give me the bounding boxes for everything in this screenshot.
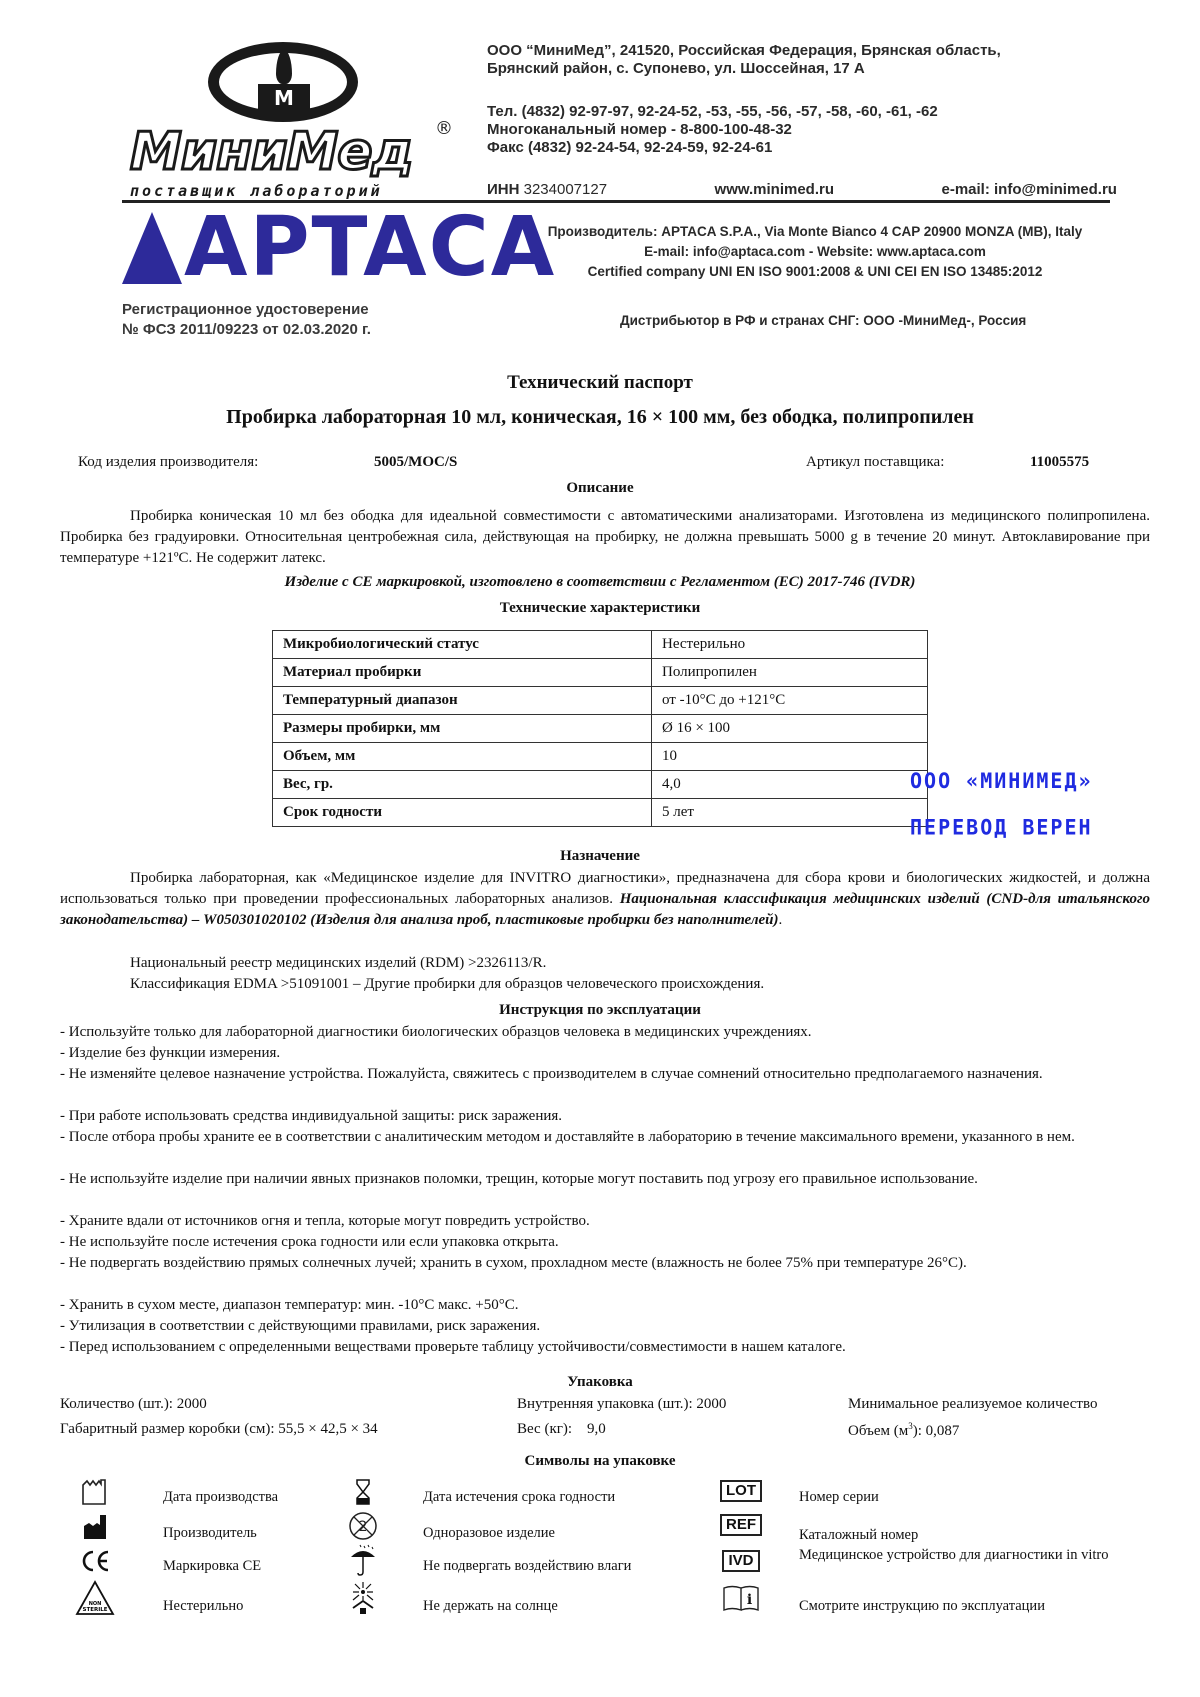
spec-value: 5 лет [652, 799, 928, 827]
company-contacts [487, 181, 1117, 199]
purpose-heading: Назначение [560, 848, 640, 864]
product-title: Пробирка лабораторная 10 мл, коническая, 16 × 100 мм, без ободка, полипропилен [226, 406, 974, 428]
rdm-line: Национальный реестр медицинских изделий (RDM) >2326113/R. [130, 955, 547, 971]
specs-table [272, 630, 928, 827]
company-address [487, 42, 1127, 78]
ref-glyph: REF [720, 1514, 762, 1536]
spec-key: Вес, гр. [273, 771, 652, 799]
pack-quantity: Количество (шт.): 2000 [60, 1396, 207, 1412]
volume-value: ): 0,087 [912, 1423, 960, 1439]
spec-row [273, 771, 928, 799]
registration-number: № ФСЗ 2011/09223 от 02.03.2020 г. [122, 321, 371, 338]
symbol-label: Нестерильно [163, 1598, 244, 1614]
mfr-code-value: 5005/MOC/S [374, 454, 458, 470]
pack-min-qty: Минимальное реализуемое количество [848, 1396, 1098, 1412]
instructions-icon [718, 1582, 764, 1614]
symbol-label: Маркировка CE [163, 1558, 262, 1574]
symbol-label: Производитель [163, 1525, 257, 1541]
pack-volume [848, 1421, 959, 1440]
symbol-label: Одноразовое изделие [423, 1525, 555, 1541]
volume-unit-sup: 3 [908, 1421, 913, 1431]
spec-value: от -10°С до +121°С [652, 687, 928, 715]
spec-value: Полипропилен [652, 659, 928, 687]
svg-text:2: 2 [358, 1519, 368, 1535]
symbol-label: Каталожный номер [799, 1527, 919, 1543]
instruction-item: - Не используйте изделие при наличии явных признаков поломки, трещин, которые могут поставить под угрозу его правильное использование. [60, 1171, 978, 1187]
ivd-icon [718, 1545, 764, 1577]
instruction-item: - Не используйте после истечения срока годности или если упаковка открыта. [60, 1234, 559, 1250]
spec-key: Температурный диапазон [273, 687, 652, 715]
purpose-text [60, 868, 1150, 931]
edma-line: Классификация EDMA >51091001 – Другие пробирки для образцов человеческого происхождения. [130, 976, 765, 992]
stamp-line: ООО «МИНИМЕД» [910, 768, 1093, 794]
manufacturer-info [510, 222, 1120, 282]
instructions-heading: Инструкция по эксплуатации [499, 1002, 701, 1018]
svg-text:i: i [746, 1592, 753, 1608]
aptaca-wordmark: APTACA [184, 200, 557, 295]
spec-row [273, 659, 928, 687]
symbol-label: Дата производства [163, 1489, 279, 1505]
symbol-label: Номер серии [799, 1489, 879, 1505]
spec-row [273, 743, 928, 771]
keep-from-sunlight-icon [343, 1582, 383, 1614]
spec-row [273, 715, 928, 743]
spec-row [273, 799, 928, 827]
aptaca-triangle-icon [122, 212, 182, 284]
email-link[interactable]: e-mail: info@minimed.ru [941, 181, 1117, 198]
instruction-item: - Перед использованием с определенными веществами проверьте таблицу устойчивости/совместимости в нашем каталоге. [60, 1339, 846, 1355]
stamp-line: ПЕРЕВОД ВЕРЕН [910, 814, 1093, 840]
keep-dry-icon [343, 1544, 383, 1576]
translation-stamp [910, 758, 1093, 850]
weight-label: Вес (кг): [517, 1421, 573, 1437]
supplier-code-value: 11005575 [1030, 454, 1090, 470]
distributor-info: Дистрибьютор в РФ и странах СНГ: ООО -МиниМед-, Россия [620, 313, 1027, 328]
packaging-heading: Упаковка [567, 1374, 633, 1390]
phone-line: Тел. (4832) 92-97-97, 92-24-52, -53, -55, -56, -57, -58, -60, -61, -62 [487, 103, 938, 120]
minimed-logo [130, 40, 460, 200]
instruction-item: - Не подвергать воздействию прямых солнечных лучей; хранить в сухом, прохладном месте (влажность не более 75% при температуре 26°С). [60, 1255, 967, 1271]
address-line: Брянский район, с. Супонево, ул. Шоссейная, 17 А [487, 60, 865, 77]
svg-text:NON: NON [88, 1601, 102, 1607]
registered-mark: ® [435, 118, 453, 139]
spec-key: Материал пробирки [273, 659, 652, 687]
instruction-item: - Используйте только для лабораторной диагностики биологических образцов человека в медицинских учреждениях. [60, 1024, 812, 1040]
mfr-code-label: Код изделия производителя: [78, 454, 259, 470]
lot-icon [718, 1475, 764, 1507]
volume-label: Объем (м [848, 1423, 909, 1439]
ref-icon [718, 1509, 764, 1541]
company-phones [487, 103, 1127, 157]
manufacturer-line: E-mail: info@aptaca.com - Website: www.aptaca.com [644, 244, 986, 259]
inn-value: 3234007127 [523, 181, 608, 198]
symbol-label: Дата истечения срока годности [423, 1489, 616, 1505]
instruction-item: - После отбора пробы храните ее в соответствии с аналитическим методом и доставляйте в лабораторию в течение максимального времени, указанного в нем. [60, 1129, 1075, 1145]
do-not-reuse-icon [343, 1510, 383, 1542]
description-text: Пробирка коническая 10 мл без ободка для идеальной совместимости с автоматическими анализаторами. Изготовлена из медицинского полипропилена. Пробирка без градуировки. Относительная центробежная сила, действующая на пробирку, не должна превышать 5000 g в течение 20 минут. Автоклавирование при температуре +121ºС. Не содержит латекс. [60, 508, 1150, 566]
instruction-item: - При работе использовать средства индивидуальной защиты: риск заражения. [60, 1108, 563, 1124]
ce-mark-icon [75, 1545, 115, 1577]
symbol-label: Не держать на солнце [423, 1598, 558, 1614]
spec-value: Нестерильно [652, 631, 928, 659]
pack-box-size: Габаритный размер коробки (см): 55,5 × 42,5 × 34 [60, 1421, 378, 1437]
spec-row [273, 687, 928, 715]
specs-heading: Технические характеристики [499, 600, 701, 616]
manufacture-date-icon [75, 1476, 115, 1508]
phone-line: Многоканальный номер - 8-800-100-48-32 [487, 121, 792, 138]
certification-line: Certified company UNI EN ISO 9001:2008 & UNI CEI EN ISO 13485:2012 [587, 264, 1043, 279]
spec-key: Объем, мм [273, 743, 652, 771]
symbols-heading: Символы на упаковке [524, 1453, 676, 1469]
purpose-end: . [778, 912, 783, 928]
address-line: ООО “МиниМед”, 241520, Российская Федерация, Брянская область, [487, 42, 1001, 59]
registration-certificate [122, 300, 371, 340]
instruction-item: - Утилизация в соответствии с действующими правилами, риск заражения. [60, 1318, 541, 1334]
manufacturer-icon [75, 1511, 115, 1543]
purpose-plain: Пробирка лабораторная, как «Медицинское изделие для INVITRO диагностики», предназначена для сбора крови и биологических жидкостей, и должна использоваться только при проведении профессиональных лабораторных анализов. [60, 870, 1150, 907]
ivd-glyph: IVD [722, 1550, 759, 1572]
symbol-label: Медицинское устройство для диагностики in vitro [799, 1547, 1109, 1563]
spec-value: 4,0 [652, 771, 928, 799]
website-link[interactable]: www.minimed.ru [714, 181, 835, 198]
description-heading: Описание [566, 480, 634, 496]
weight-value: 9,0 [587, 1421, 606, 1437]
spec-key: Срок годности [273, 799, 652, 827]
pack-weight [517, 1421, 606, 1438]
symbol-label: Не подвергать воздействию влаги [423, 1558, 632, 1574]
aptaca-logo [122, 200, 557, 295]
instruction-item: - Изделие без функции измерения. [60, 1045, 281, 1061]
instruction-item: - Храните вдали от источников огня и тепла, которые могут повредить устройство. [60, 1213, 590, 1229]
spec-value: 10 [652, 743, 928, 771]
spec-value: Ø 16 × 100 [652, 715, 928, 743]
lot-glyph: LOT [720, 1480, 762, 1502]
svg-text:STERILE: STERILE [82, 1607, 108, 1613]
inn-label: ИНН [487, 181, 520, 198]
registration-label: Регистрационное удостоверение [122, 301, 369, 318]
logo-tagline: поставщик лабораторий [130, 182, 383, 200]
spec-key: Размеры пробирки, мм [273, 715, 652, 743]
hourglass-icon [343, 1476, 383, 1508]
document-title: Технический паспорт [507, 372, 693, 393]
ce-compliance-note: Изделие с CE маркировкой, изготовлено в соответствии с Регламентом (ЕС) 2017-746 (IVDR) [284, 574, 916, 590]
instruction-item: - Хранить в сухом месте, диапазон температур: мин. -10°С макс. +50°С. [60, 1297, 519, 1313]
symbol-label: Смотрите инструкцию по эксплуатации [799, 1598, 1045, 1614]
fax-line: Факс (4832) 92-24-54, 92-24-59, 92-24-61 [487, 139, 773, 156]
pack-inner: Внутренняя упаковка (шт.): 2000 [517, 1396, 727, 1412]
purpose-classification: Национальная классификация медицинских изделий (CND-для итальянского законодательства) – W050301020102 (Изделия для анализа проб, пластиковые пробирки без наполнителей) [60, 891, 1150, 928]
logo-emblem-letter: M [274, 86, 294, 110]
instruction-item: - Не изменяйте целевое назначение устройства. Пожалуйста, свяжитесь с производителем в случае сомнений относительно предполагаемого назначения. [60, 1066, 1043, 1082]
spec-row [273, 631, 928, 659]
supplier-code-label: Артикул поставщика: [806, 454, 945, 470]
manufacturer-line: Производитель: APTACA S.P.A., Via Monte Bianco 4 CAP 20900 MONZA (MB), Italy [547, 224, 1083, 239]
non-sterile-icon [75, 1582, 115, 1614]
logo-wordmark: МиниМед [130, 122, 413, 182]
inn [487, 181, 607, 199]
spec-key: Микробиологический статус [273, 631, 652, 659]
